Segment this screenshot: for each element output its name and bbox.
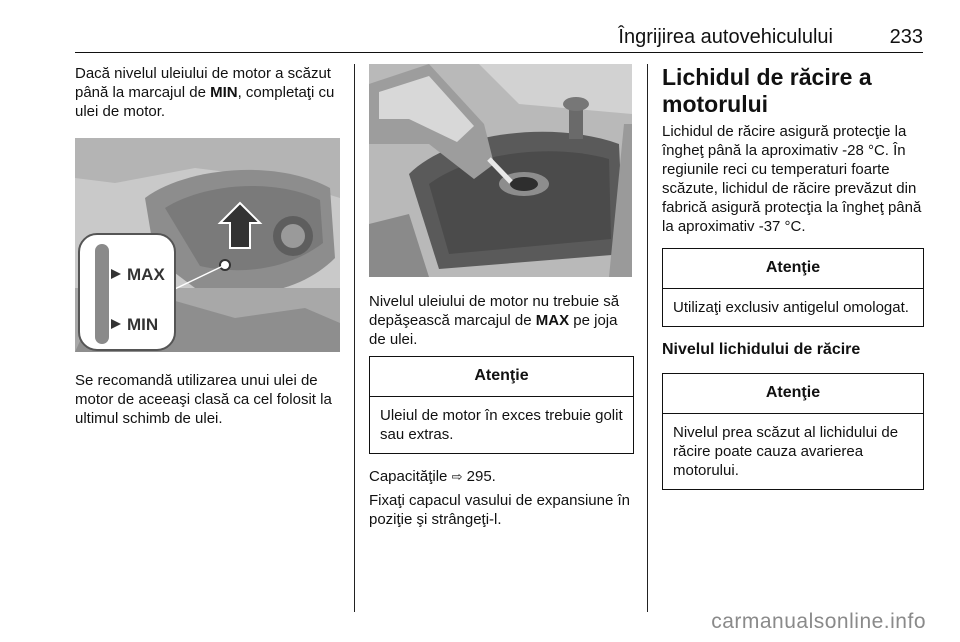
column-2 (369, 64, 634, 529)
max-mark: MAX (535, 312, 570, 329)
column-3 (662, 64, 924, 490)
dipstick-figure (75, 138, 340, 352)
cap-paragraph: Fixaţi capacul vasului de expansiune în poziţie şi strângeţi-l. (369, 492, 630, 528)
min-label: MIN (127, 315, 159, 334)
caution-title: Atenţie (370, 357, 633, 397)
caution-title: Atenţie (663, 374, 923, 414)
section-title: Lichidul de răcire a motorului (662, 64, 872, 117)
oil-filling-figure (369, 64, 632, 277)
watermark: carmanualsonline.info (711, 610, 926, 633)
column-divider (354, 64, 355, 612)
engine-cover-illustration (75, 138, 340, 352)
page-number: 233 (889, 26, 923, 48)
subsection-title: Nivelul lichidului de răcire (662, 341, 861, 358)
page-title: Îngrijirea autovehiculului (618, 26, 833, 48)
caution-text: Utilizaţi exclusiv antigelul omologat. (673, 299, 909, 316)
column-1 (75, 64, 340, 428)
arrow-reference-icon: ⇨ (451, 469, 463, 484)
coolant-paragraph: Lichidul de răcire asigură protecţie la îngheţ până la aproximativ -28 °C. În regiunile reci cu temperaturi foarte scăzute, lichidul de răcire prevăzut din fabrică asigură protecţia la îngheţ până la aproximativ -37 °C. (662, 123, 922, 235)
intro-paragraph: Dacă nivelul uleiului de motor a scăzut până la marcajul de MIN, completaţi cu ulei de motor. (75, 65, 335, 120)
caution-box-coolant-level (662, 373, 924, 490)
caution-text: Uleiul de motor în exces trebuie golit sau extras. (380, 407, 623, 443)
caution-box-antifreeze (662, 248, 924, 327)
column-divider (647, 64, 648, 612)
recommend-paragraph: Se recomandă utilizarea unui ulei de motor de aceeaşi clasă ca cel folosit la ultimul schimb de ulei. (75, 372, 332, 427)
min-mark: MIN (210, 84, 238, 101)
capacities-reference: Capacităţile ⇨ 295. (369, 468, 496, 485)
page-header (75, 24, 923, 53)
max-paragraph: Nivelul uleiului de motor nu trebuie să depăşească marcajul de MAX pe joja de ulei. (369, 293, 620, 348)
caution-title: Atenţie (663, 249, 923, 289)
oil-pour-illustration (369, 64, 632, 277)
caution-box-oil (369, 356, 634, 454)
max-label: MAX (127, 265, 165, 284)
caution-text: Nivelul prea scăzut al lichidului de răcire poate cauza avarierea motorului. (673, 424, 899, 479)
